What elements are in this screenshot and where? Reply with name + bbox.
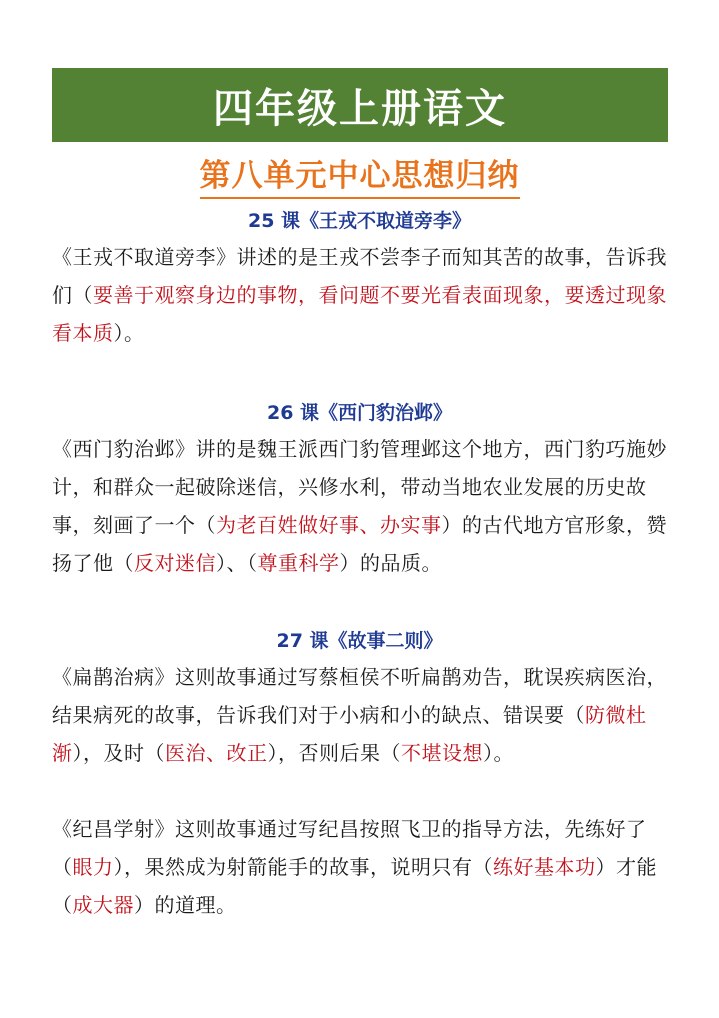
highlight-text: 尊重科学 <box>257 551 340 575</box>
text-run: 《纪昌学射》这则故事通过写纪昌按照飞卫的指导方法，先练好了（ <box>52 817 647 879</box>
title-banner <box>52 68 668 142</box>
text-run: 《扁鹊治病》这则故事通过写蔡桓侯不听扁鹊劝告，耽误疾病医治，结果病死的故事，告诉我们对于小病和小的缺点、错误要（ <box>52 665 667 727</box>
highlight-text: 练好基本功 <box>493 855 596 879</box>
lesson-25-title: 25 课《王戎不取道旁李》 <box>247 210 472 232</box>
lesson-25-paragraph <box>52 238 672 352</box>
highlight-text: 成大器 <box>72 893 134 917</box>
text-run: ）。 <box>113 321 145 345</box>
highlight-text: 反对迷信 <box>134 551 216 575</box>
text-run: ）的古代地方官形象，赞扬了他（ <box>52 513 667 575</box>
text-run: ）才能（ <box>52 855 657 917</box>
text-run: ），果然成为射箭能手的故事，说明只有（ <box>113 855 493 879</box>
lesson-27-title: 27 课《故事二则》 <box>276 630 443 652</box>
text-run: 《西门豹治邺》讲的是魏王派西门豹管理邺这个地方，西门豹巧施妙计，和群众一起破除迷信，兴修水利，带动当地农业发展的历史故事，刻画了一个（ <box>52 437 667 537</box>
highlight-text: 不堪设想 <box>401 741 483 765</box>
highlight-text: 眼力 <box>72 855 114 879</box>
text-run: ）。 <box>483 741 514 765</box>
page-title: 四年级上册语文 <box>213 85 507 132</box>
text-run: ）、（ <box>216 551 258 575</box>
lesson-26-title: 26 课《西门豹治邺》 <box>266 402 453 424</box>
highlight-text: 要善于观察身边的事物，看问题不要光看表面现象，要透过现象看本质 <box>52 283 667 345</box>
text-run: ），否则后果（ <box>267 741 401 765</box>
unit-subtitle: 第八单元中心思想归纳 <box>200 150 520 199</box>
text-run: 《王戎不取道旁李》讲述的是王戎不尝李子而知其苦的故事，告诉我们（ <box>52 245 667 307</box>
subtitle-container <box>0 150 719 199</box>
text-run: ）的品质。 <box>339 551 442 575</box>
highlight-text: 为老百姓做好事、办实事 <box>216 513 442 537</box>
text-run: ），及时（ <box>72 741 165 765</box>
lesson-26-paragraph <box>52 430 672 582</box>
highlight-text: 医治、改正 <box>165 741 268 765</box>
text-run: ）的道理。 <box>134 893 237 917</box>
highlight-text: 防微杜渐 <box>52 703 647 765</box>
lesson-27-paragraph-2 <box>52 810 672 924</box>
lesson-27-paragraph-1 <box>52 658 672 772</box>
